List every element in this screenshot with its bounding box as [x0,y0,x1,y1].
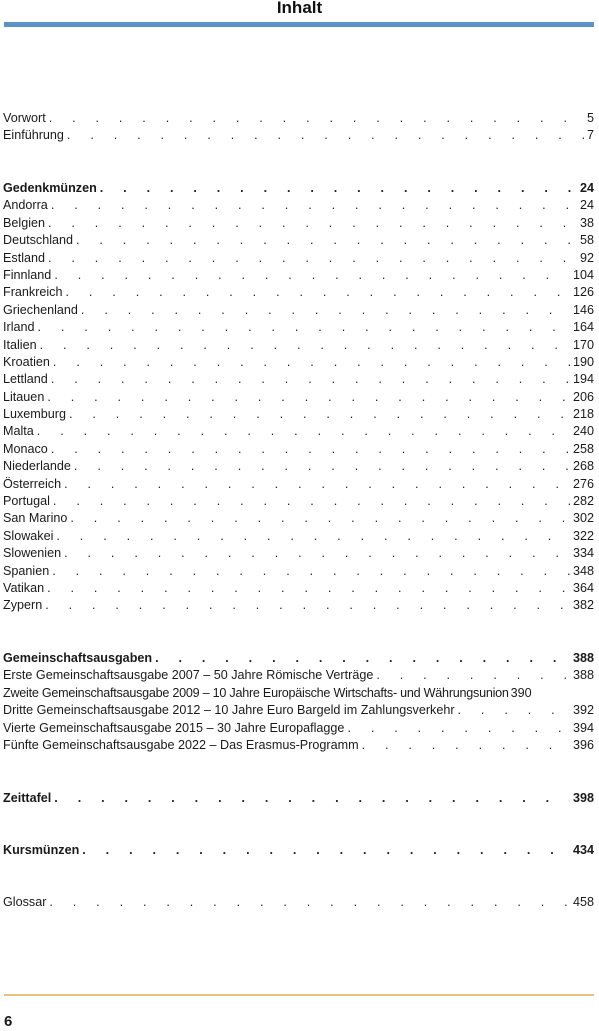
toc-entry[interactable] [3,493,594,510]
toc-entry[interactable] [3,389,594,406]
toc-entry[interactable] [3,563,594,580]
header-rule [4,22,594,27]
gedenkmuenzen-section [3,180,594,615]
dot-leader [100,180,577,197]
dot-leader [64,545,570,562]
entry-page: 146 [572,302,594,317]
entry-label: Malta [3,424,34,439]
entry-page: 206 [572,389,594,404]
toc-entry[interactable] [3,476,594,493]
entry-label: Lettland [3,372,48,387]
entry-label: Belgien [3,215,46,230]
entry-page: 258 [572,441,594,456]
dot-leader [376,667,570,684]
dot-leader [45,597,570,614]
entry-page: 458 [572,895,594,909]
dot-leader [49,110,584,127]
page-title: Inhalt [276,0,323,17]
dot-leader [40,337,570,354]
toc-entry[interactable] [3,737,594,754]
entry-label: Deutschland [3,233,74,248]
entry-label: Vatikan [3,580,45,595]
entry-page: 240 [572,424,594,439]
dot-leader [51,371,570,388]
entry-label: Irland [3,320,35,335]
entry-label: Einführung [3,128,64,143]
entry-page: 322 [572,528,594,543]
entry-page: 388 [572,651,594,665]
entry-page: 164 [572,320,594,335]
entry-label: Erste Gemeinschaftsausgabe 2007 – 50 Jahre Römische Verträge [3,668,374,683]
toc-entry[interactable] [3,545,594,562]
dot-leader [47,389,570,406]
entry-label: Zweite Gemeinschaftsausgabe 2009 – 10 Jahre Europäische Wirtschafts- und Währungsunion [3,685,509,700]
dot-leader [51,441,570,458]
entry-label: Gedenkmünzen [3,181,97,195]
entry-page: 24 [579,198,594,213]
entry-label: Litauen [3,389,45,404]
entry-page: 126 [572,285,594,300]
entry-page: 5 [586,111,594,125]
entry-page: 58 [579,233,594,248]
dot-leader [67,127,584,144]
toc-entry[interactable] [3,267,594,284]
entry-page: 170 [572,337,594,352]
toc-heading-gemeinschaftsausgaben[interactable] [3,650,594,667]
entry-label: Österreich [3,476,62,491]
entry-label: Gemeinschaftsausgaben [3,651,153,665]
entry-page: 390 [510,685,532,700]
entry-label: San Marino [3,511,68,526]
toc-entry[interactable] [3,528,594,545]
entry-page: 268 [572,459,594,474]
dot-leader [155,650,570,667]
toc-entry-glossar[interactable] [3,894,594,911]
entry-label: Slowakei [3,528,54,543]
toc-entry[interactable] [3,371,594,388]
entry-label: Luxemburg [3,407,67,422]
entry-page: 348 [572,563,594,578]
toc-entry[interactable] [3,232,594,249]
front-matter-section [3,110,594,145]
entry-label: Zypern [3,598,43,613]
toc-entry[interactable] [3,720,594,737]
toc-entry[interactable] [3,215,594,232]
dot-leader [37,423,570,440]
entry-page: 334 [572,546,594,561]
dot-leader [54,267,570,284]
entry-label: Portugal [3,494,50,509]
entry-label: Estland [3,250,46,265]
entry-label: Griechenland [3,302,78,317]
dot-leader [49,894,570,911]
dot-leader [347,720,570,737]
entry-label: Slowenien [3,546,62,561]
entry-label: Spanien [3,563,50,578]
entry-page: 398 [572,791,594,805]
gemeinschaftsausgaben-section [3,650,594,754]
entry-page: 302 [572,511,594,526]
dot-leader [53,493,570,510]
toc-entry[interactable] [3,597,594,614]
entry-page: 7 [586,128,594,143]
entry-page: 282 [572,494,594,509]
toc-entry[interactable] [3,197,594,214]
dot-leader [48,215,577,232]
toc-entry[interactable] [3,580,594,597]
footer-rule [4,994,594,996]
entry-page: 194 [572,372,594,387]
toc-entry[interactable] [3,337,594,354]
dot-leader [56,528,570,545]
dot-leader [38,319,570,336]
entry-label: Zeittafel [3,791,52,805]
toc-entry[interactable] [3,354,594,371]
zeittafel-section [3,790,594,807]
glossar-section [3,894,594,911]
toc-entry[interactable] [3,284,594,301]
entry-label: Finnland [3,267,52,282]
dot-leader [82,842,570,859]
toc-entry[interactable] [3,441,594,458]
entry-label: Glossar [3,895,47,909]
entry-page: 364 [572,580,594,595]
entry-page: 382 [572,598,594,613]
toc-entry[interactable] [3,702,594,719]
dot-leader [69,406,570,423]
entry-page: 38 [579,215,594,230]
entry-page: 190 [572,354,594,369]
dot-leader [66,284,570,301]
toc-entry[interactable] [3,319,594,336]
entry-page: 434 [572,843,594,857]
dot-leader [54,790,570,807]
entry-page: 394 [572,720,594,735]
entry-page: 388 [572,668,594,683]
dot-leader [52,563,570,580]
toc-entry[interactable] [3,685,594,702]
dot-leader [362,737,570,754]
entry-page: 104 [572,267,594,282]
entry-page: 24 [579,181,594,195]
toc-heading-kursmuenzen[interactable] [3,842,594,859]
toc-entry[interactable] [3,406,594,423]
entry-label: Vierte Gemeinschaftsausgabe 2015 – 30 Jahre Europaflagge [3,720,345,735]
entry-label: Kursmünzen [3,843,80,857]
toc-entry[interactable] [3,667,594,684]
entry-label: Niederlande [3,459,71,474]
dot-leader [76,232,577,249]
dot-leader [64,476,570,493]
entry-page: 276 [572,476,594,491]
page-number: 6 [4,1013,13,1030]
entry-label: Dritte Gemeinschaftsausgabe 2012 – 10 Jahre Euro Bargeld im Zahlungsverkehr [3,703,455,718]
toc-entry-einfuehrung[interactable] [3,127,594,144]
toc-entry[interactable] [3,250,594,267]
toc-entry[interactable] [3,423,594,440]
dot-leader [51,197,577,214]
entry-label: Monaco [3,441,48,456]
entry-label: Andorra [3,198,48,213]
toc-entry[interactable] [3,458,594,475]
entry-page: 392 [572,703,594,718]
entry-label: Italien [3,337,37,352]
dot-leader [70,510,570,527]
dot-leader [81,302,570,319]
toc-heading-zeittafel[interactable] [3,790,594,807]
entry-page: 396 [572,737,594,752]
entry-label: Fünfte Gemeinschaftsausgabe 2022 – Das Erasmus-Programm [3,737,359,752]
dot-leader [48,250,577,267]
toc-entry[interactable] [3,510,594,527]
dot-leader [458,702,570,719]
entry-label: Vorwort [3,111,46,125]
dot-leader [47,580,570,597]
entry-label: Kroatien [3,354,50,369]
kursmuenzen-section [3,842,594,859]
entry-page: 218 [572,407,594,422]
toc-entry-vorwort[interactable] [3,110,594,127]
dot-leader [53,354,570,371]
dot-leader [74,458,570,475]
toc-entry[interactable] [3,302,594,319]
entry-page: 92 [579,250,594,265]
toc-heading-gedenkmuenzen[interactable] [3,180,594,197]
entry-label: Frankreich [3,285,63,300]
